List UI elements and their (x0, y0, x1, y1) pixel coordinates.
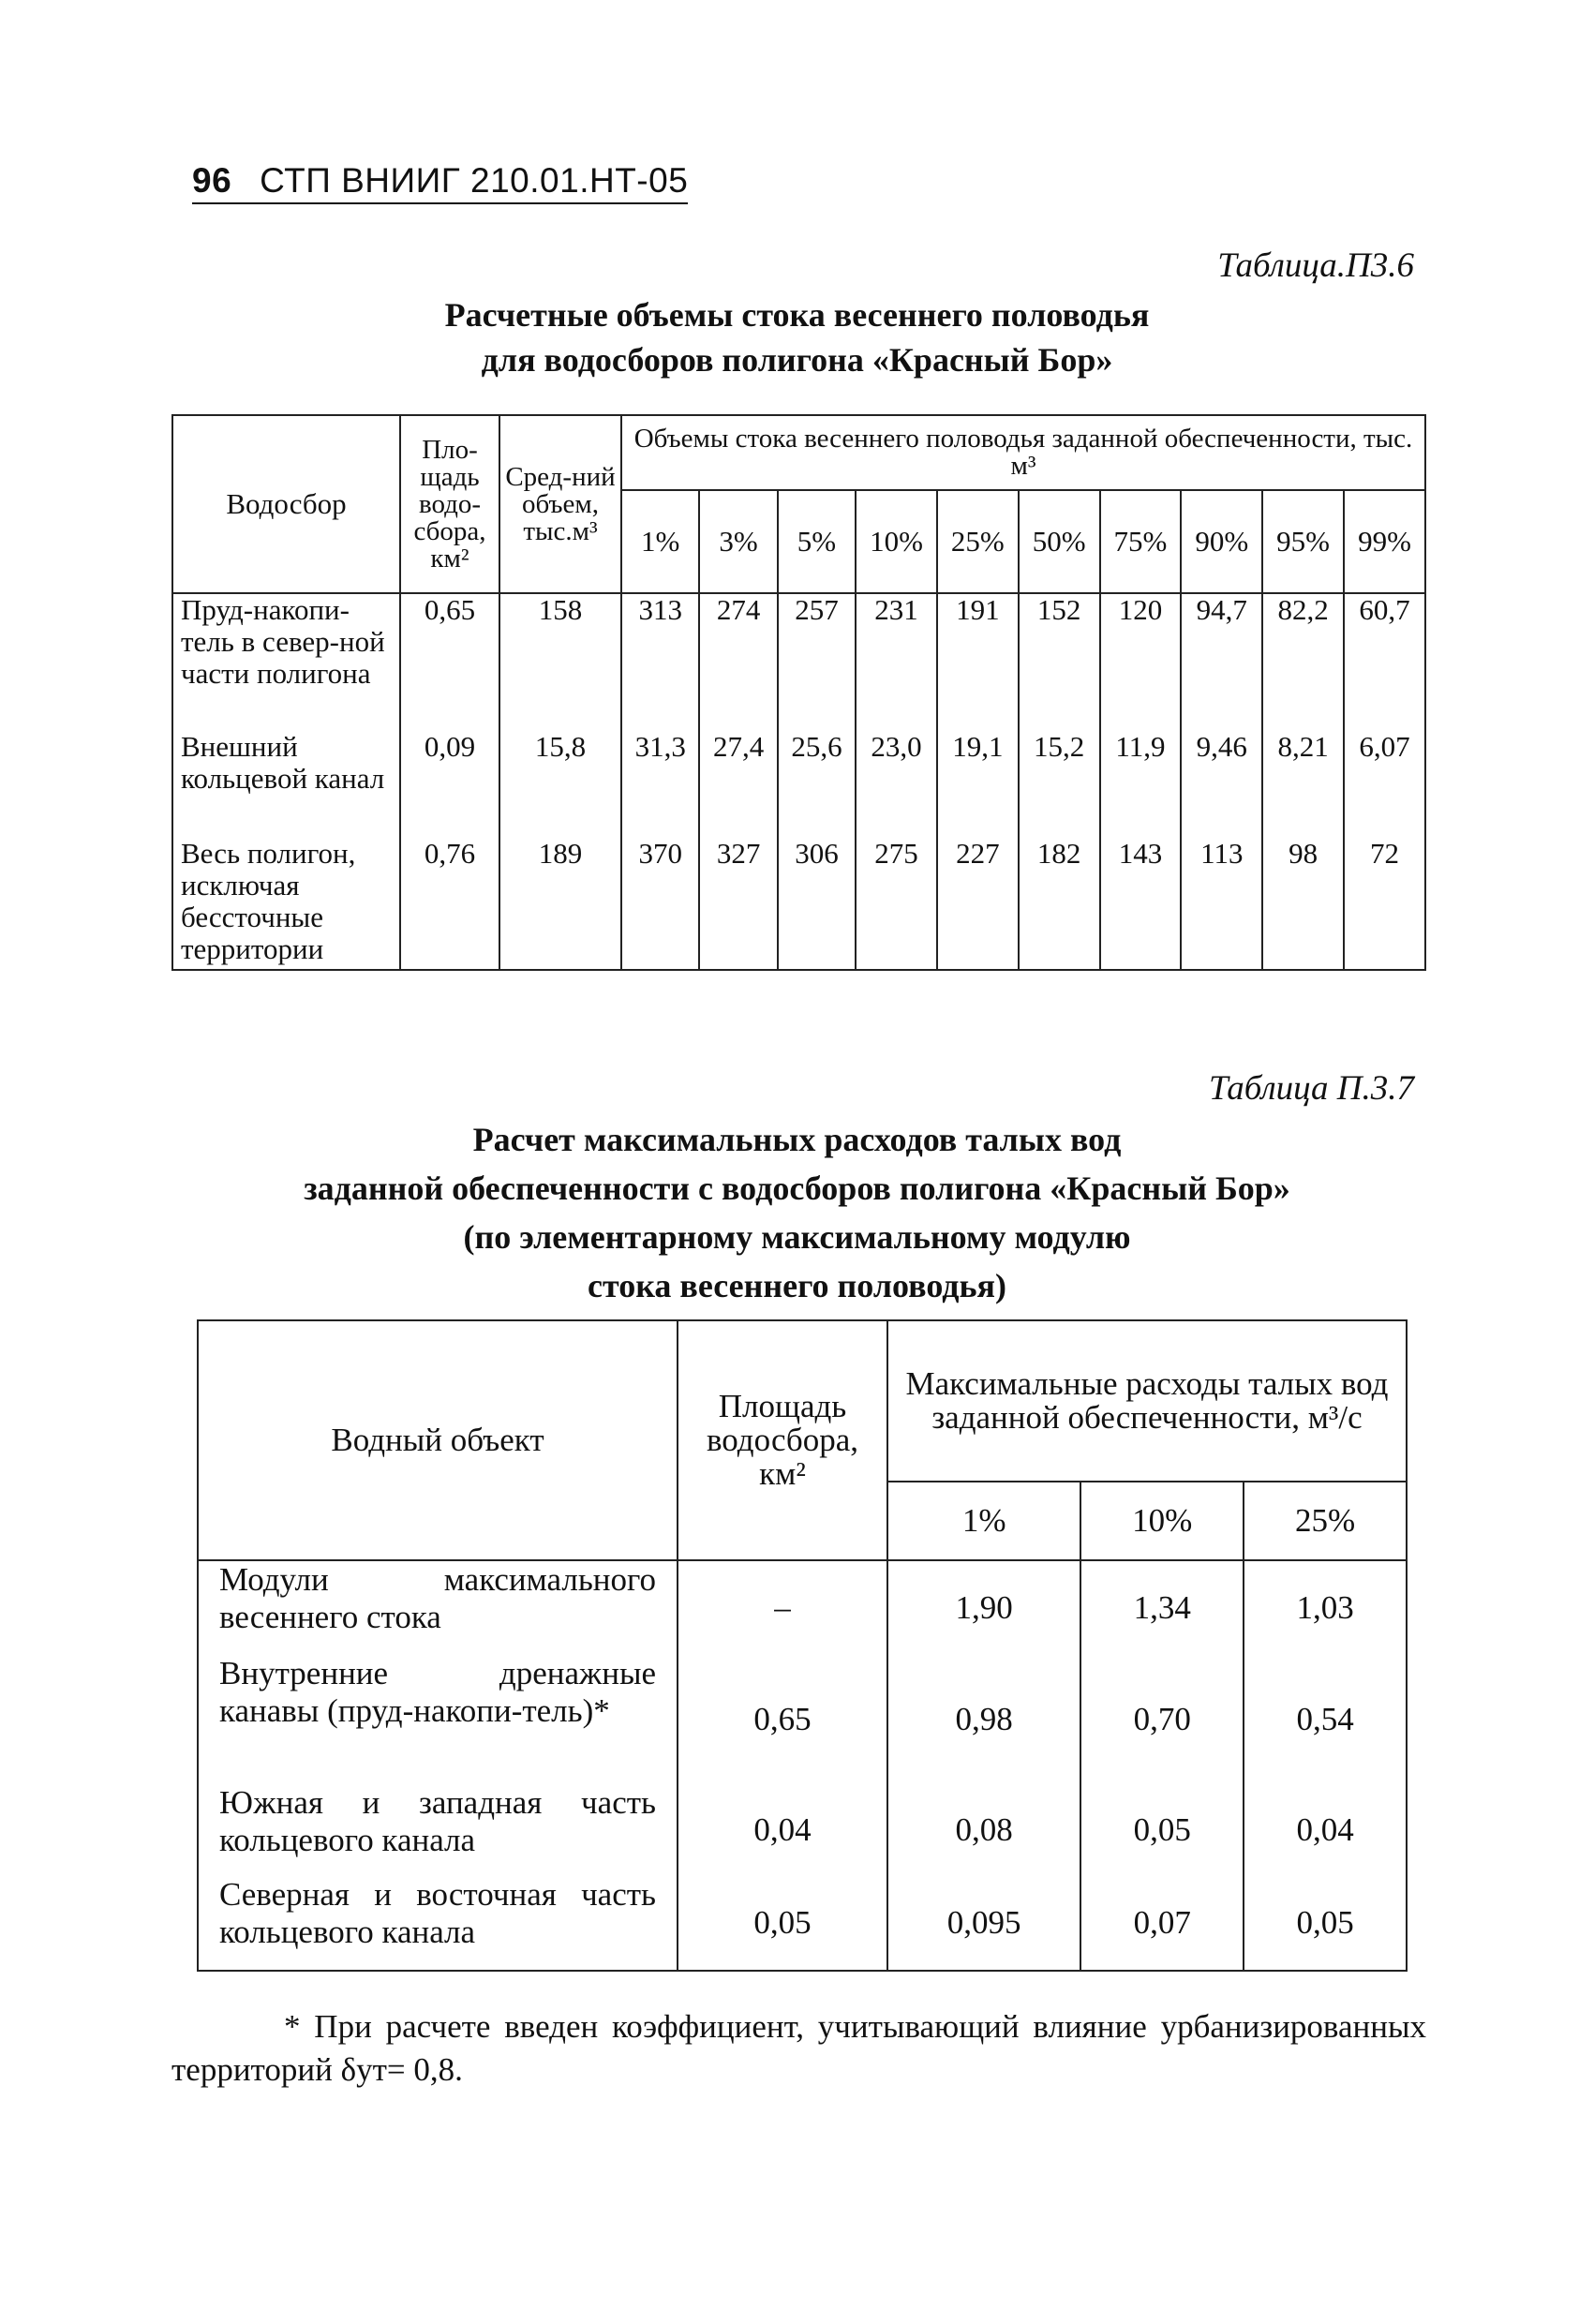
volume-cell: 191 (937, 593, 1019, 731)
volume-cell: 9,46 (1181, 731, 1262, 838)
volume-cell: 23,0 (856, 731, 937, 838)
volume-cell: 11,9 (1100, 731, 1182, 838)
volume-cell: 120 (1100, 593, 1182, 731)
volume-cell: 72 (1344, 838, 1425, 970)
area-cell: 0,76 (400, 838, 499, 970)
volume-cell: 143 (1100, 838, 1182, 970)
basin-name-cell: Пруд-накопи-тель в север-ной части полигона (172, 593, 400, 731)
table-row (172, 731, 1425, 838)
table2-caption: Таблица П.3.7 (1209, 1069, 1414, 1108)
water-body-name-cell: Внутренние дренажные канавы (пруд-накопи-тель)* (198, 1655, 678, 1784)
table-row (198, 1784, 1407, 1876)
discharge-cell: 0,08 (887, 1784, 1080, 1876)
col-header-area: Площадь водосбора, км² (678, 1320, 887, 1560)
area-cell: 0,65 (400, 593, 499, 731)
volume-cell: 275 (856, 838, 937, 970)
discharge-cell: 0,095 (887, 1876, 1080, 1971)
table2-title-line1: Расчет максимальных расходов талых вод (472, 1121, 1122, 1158)
discharge-cell: 1,90 (887, 1560, 1080, 1655)
table-row (198, 1655, 1407, 1784)
volume-cell: 370 (621, 838, 699, 970)
col-header-percent: 1% (887, 1482, 1080, 1560)
volume-cell: 94,7 (1181, 593, 1262, 731)
discharge-cell: 1,03 (1244, 1560, 1407, 1655)
area-cell: 0,05 (678, 1876, 887, 1971)
discharge-cell: 0,70 (1080, 1655, 1244, 1784)
col-header-area: Пло-щадь водо-сбора, км² (400, 415, 499, 593)
volume-cell: 8,21 (1262, 731, 1344, 838)
volume-cell: 31,3 (621, 731, 699, 838)
volume-cell: 19,1 (937, 731, 1019, 838)
col-header-percent: 95% (1262, 490, 1344, 593)
page-number: 96 (192, 161, 232, 200)
col-header-percent: 50% (1019, 490, 1100, 593)
discharge-cell: 0,05 (1244, 1876, 1407, 1971)
col-header-percent: 10% (856, 490, 937, 593)
area-cell: 0,09 (400, 731, 499, 838)
water-body-name-cell: Северная и восточная часть кольцевого канала (198, 1876, 678, 1971)
volume-cell: 274 (699, 593, 777, 731)
col-header-probability-group: Объемы стока весеннего половодья заданной обеспеченности, тыс. м³ (621, 415, 1425, 490)
volume-cell: 257 (778, 593, 856, 731)
discharge-cell: 0,04 (1244, 1784, 1407, 1876)
col-header-mean-volume: Сред-ний объем, тыс.м³ (499, 415, 621, 593)
water-body-name-cell: Южная и западная часть кольцевого канала (198, 1784, 678, 1876)
mean-volume-cell: 15,8 (499, 731, 621, 838)
water-body-name-cell: Модули максимального весеннего стока (198, 1560, 678, 1655)
table2-title-line3: (по элементарному максимальному модулю (463, 1218, 1131, 1256)
volume-cell: 113 (1181, 838, 1262, 970)
col-header-percent: 99% (1344, 490, 1425, 593)
runoff-volumes-table (171, 414, 1426, 971)
volume-cell: 6,07 (1344, 731, 1425, 838)
area-cell: 0,04 (678, 1784, 887, 1876)
table1-title-line2: для водосборов полигона «Красный Бор» (481, 341, 1113, 379)
discharge-cell: 1,34 (1080, 1560, 1244, 1655)
volume-cell: 27,4 (699, 731, 777, 838)
volume-cell: 152 (1019, 593, 1100, 731)
volume-cell: 231 (856, 593, 937, 731)
basin-name-cell: Весь полигон, исключая бессточные территории (172, 838, 400, 970)
volume-cell: 60,7 (1344, 593, 1425, 731)
table1-title-line1: Расчетные объемы стока весеннего половодья (444, 296, 1150, 334)
col-header-percent: 5% (778, 490, 856, 593)
table2-title-line4: стока весеннего половодья) (588, 1267, 1006, 1304)
col-header-percent: 90% (1181, 490, 1262, 593)
volume-cell: 182 (1019, 838, 1100, 970)
basin-name-cell: Внешний кольцевой канал (172, 731, 400, 838)
volume-cell: 82,2 (1262, 593, 1344, 731)
discharge-cell: 0,07 (1080, 1876, 1244, 1971)
page-header (192, 161, 688, 204)
col-header-percent: 10% (1080, 1482, 1244, 1560)
table-row (198, 1560, 1407, 1655)
table-row (198, 1876, 1407, 1971)
table-row (172, 593, 1425, 731)
document-code: СТП ВНИИГ 210.01.НТ-05 (260, 161, 689, 200)
col-header-percent: 25% (937, 490, 1019, 593)
table-row (172, 838, 1425, 970)
discharge-cell: 0,05 (1080, 1784, 1244, 1876)
mean-volume-cell: 158 (499, 593, 621, 731)
discharge-cell: 0,98 (887, 1655, 1080, 1784)
col-header-discharge-group: Максимальные расходы талых вод заданной обеспеченности, м³/с (887, 1320, 1407, 1482)
table1-caption: Таблица.П3.6 (1217, 246, 1414, 285)
col-header-percent: 25% (1244, 1482, 1407, 1560)
col-header-percent: 1% (621, 490, 699, 593)
table2-title-line2: заданной обеспеченности с водосборов полигона «Красный Бор» (304, 1169, 1290, 1207)
volume-cell: 98 (1262, 838, 1344, 970)
discharge-cell: 0,54 (1244, 1655, 1407, 1784)
volume-cell: 327 (699, 838, 777, 970)
area-cell: – (678, 1560, 887, 1655)
volume-cell: 313 (621, 593, 699, 731)
volume-cell: 25,6 (778, 731, 856, 838)
col-header-percent: 75% (1100, 490, 1182, 593)
volume-cell: 306 (778, 838, 856, 970)
mean-volume-cell: 189 (499, 838, 621, 970)
area-cell: 0,65 (678, 1655, 887, 1784)
col-header-water-body: Водный объект (198, 1320, 678, 1560)
col-header-percent: 3% (699, 490, 777, 593)
volume-cell: 15,2 (1019, 731, 1100, 838)
volume-cell: 227 (937, 838, 1019, 970)
max-discharge-table (197, 1319, 1408, 1972)
footnote: * При расчете введен коэффициент, учитывающий влияние урбанизированных территорий δут= 0,8. (171, 2008, 1426, 2088)
col-header-basin: Водосбор (172, 415, 400, 593)
